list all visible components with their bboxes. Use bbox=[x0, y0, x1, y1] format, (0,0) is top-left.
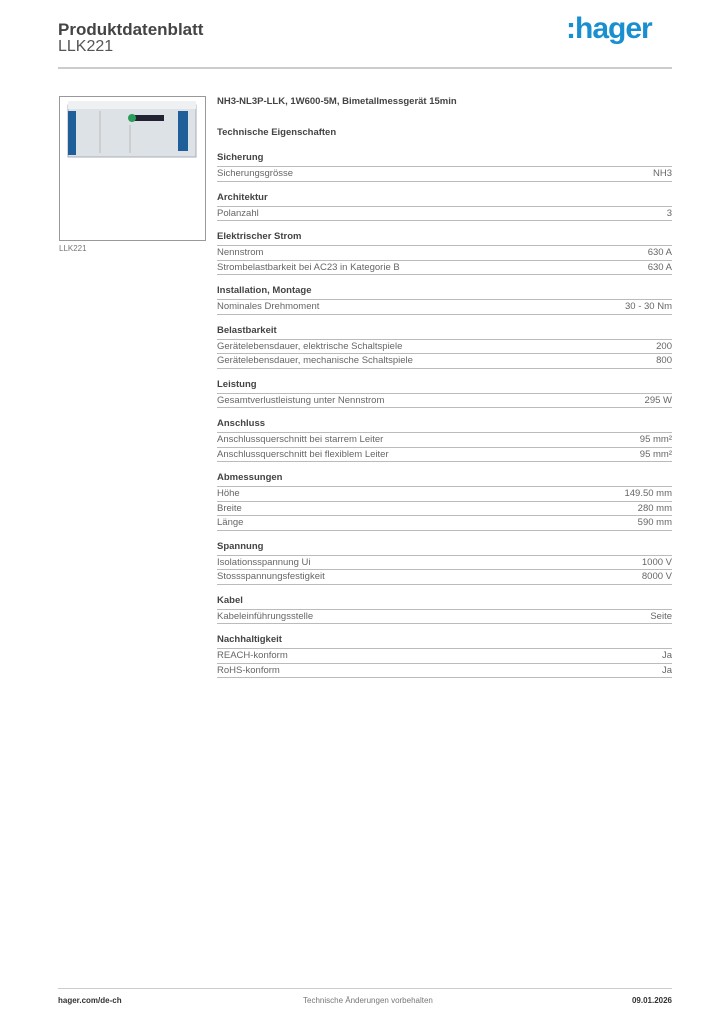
spec-label: Anschlussquerschnitt bei starrem Leiter bbox=[217, 434, 384, 445]
spec-label: Isolationsspannung Ui bbox=[217, 556, 311, 568]
spec-label: Gerätelebensdauer, elektrische Schaltspiele bbox=[217, 340, 403, 352]
spec-row bbox=[217, 433, 672, 448]
product-code: LLK221 bbox=[58, 38, 114, 55]
spec-value: 95 mm² bbox=[639, 434, 672, 445]
spec-value: 95 mm² bbox=[639, 448, 672, 460]
spec-value: 8000 V bbox=[641, 571, 672, 582]
spec-column bbox=[217, 96, 672, 678]
spec-row bbox=[217, 664, 672, 679]
spec-section bbox=[217, 418, 672, 462]
image-caption: LLK221 bbox=[59, 244, 87, 253]
spec-row bbox=[217, 487, 672, 502]
spec-row bbox=[217, 300, 672, 315]
page-title: Produktdatenblatt bbox=[58, 20, 204, 39]
header-divider bbox=[58, 67, 672, 69]
spec-value: 295 W bbox=[644, 394, 672, 406]
spec-value: 149.50 mm bbox=[624, 488, 672, 499]
section-heading: Nachhaltigkeit bbox=[217, 634, 672, 649]
spec-row bbox=[217, 394, 672, 409]
spec-section bbox=[217, 541, 672, 585]
spec-label: Anschlussquerschnitt bei flexiblem Leiter bbox=[217, 448, 389, 460]
spec-row bbox=[217, 246, 672, 261]
product-description: NH3-NL3P-LLK, 1W600-5M, Bimetallmessgerät 15min bbox=[217, 96, 457, 107]
spec-value: 630 A bbox=[647, 247, 672, 258]
section-heading: Belastbarkeit bbox=[217, 325, 672, 340]
section-heading: Anschluss bbox=[217, 418, 672, 433]
section-heading: Leistung bbox=[217, 379, 672, 394]
spec-section bbox=[217, 472, 672, 531]
spec-section bbox=[217, 152, 672, 182]
spec-label: RoHS-konform bbox=[217, 664, 280, 676]
section-heading: Kabel bbox=[217, 595, 672, 610]
spec-value: 30 - 30 Nm bbox=[625, 301, 672, 312]
product-image bbox=[59, 96, 206, 241]
spec-value: 3 bbox=[666, 207, 672, 219]
spec-value: 590 mm bbox=[637, 517, 672, 528]
spec-value: 200 bbox=[656, 340, 672, 352]
spec-label: Polanzahl bbox=[217, 207, 259, 219]
spec-value: Seite bbox=[650, 610, 672, 622]
section-heading: Elektrischer Strom bbox=[217, 231, 672, 246]
spec-row bbox=[217, 502, 672, 517]
section-heading: Abmessungen bbox=[217, 472, 672, 487]
spec-row bbox=[217, 261, 672, 276]
spec-label: Sicherungsgrösse bbox=[217, 168, 294, 179]
spec-label: Höhe bbox=[217, 488, 240, 499]
spec-label: Stossspannungsfestigkeit bbox=[217, 571, 325, 582]
spec-section bbox=[217, 595, 672, 625]
spec-value: 800 bbox=[656, 355, 672, 366]
spec-row bbox=[217, 570, 672, 585]
spec-value: 630 A bbox=[647, 261, 672, 273]
section-heading: Spannung bbox=[217, 541, 672, 556]
footer-date: 09.01.2026 bbox=[631, 996, 672, 1005]
spec-section bbox=[217, 231, 672, 275]
footer-website[interactable]: hager.com/de-ch bbox=[58, 996, 122, 1005]
spec-row bbox=[217, 516, 672, 531]
spec-value: 280 mm bbox=[637, 502, 672, 514]
spec-section bbox=[217, 285, 672, 315]
section-heading: Sicherung bbox=[217, 152, 672, 167]
spec-value: Ja bbox=[661, 650, 672, 661]
spec-section bbox=[217, 379, 672, 409]
spec-label: Länge bbox=[217, 517, 244, 528]
spec-label: Gesamtverlustleistung unter Nennstrom bbox=[217, 394, 385, 406]
section-heading: Architektur bbox=[217, 192, 672, 207]
footer-notice: Technische Änderungen vorbehalten bbox=[303, 996, 433, 1005]
spec-row bbox=[217, 610, 672, 625]
spec-row bbox=[217, 448, 672, 463]
spec-value: 1000 V bbox=[641, 556, 672, 568]
spec-row bbox=[217, 167, 672, 182]
spec-label: REACH-konform bbox=[217, 650, 288, 661]
spec-label: Strombelastbarkeit bei AC23 in Kategorie B bbox=[217, 261, 400, 273]
spec-row bbox=[217, 649, 672, 664]
spec-label: Gerätelebensdauer, mechanische Schaltspiele bbox=[217, 355, 413, 366]
spec-section bbox=[217, 325, 672, 369]
tech-properties-heading: Technische Eigenschaften bbox=[217, 127, 337, 138]
spec-section bbox=[217, 634, 672, 678]
spec-row bbox=[217, 207, 672, 222]
spec-label: Nominales Drehmoment bbox=[217, 301, 320, 312]
spec-row bbox=[217, 354, 672, 369]
footer-divider bbox=[58, 988, 672, 989]
spec-value: NH3 bbox=[652, 168, 672, 179]
hager-logo: :hager bbox=[566, 12, 652, 45]
spec-row bbox=[217, 340, 672, 355]
spec-value: Ja bbox=[661, 664, 672, 676]
spec-row bbox=[217, 556, 672, 571]
spec-label: Breite bbox=[217, 502, 242, 514]
section-heading: Installation, Montage bbox=[217, 285, 672, 300]
spec-label: Nennstrom bbox=[217, 247, 264, 258]
spec-label: Kabeleinführungsstelle bbox=[217, 610, 314, 622]
spec-section bbox=[217, 192, 672, 222]
